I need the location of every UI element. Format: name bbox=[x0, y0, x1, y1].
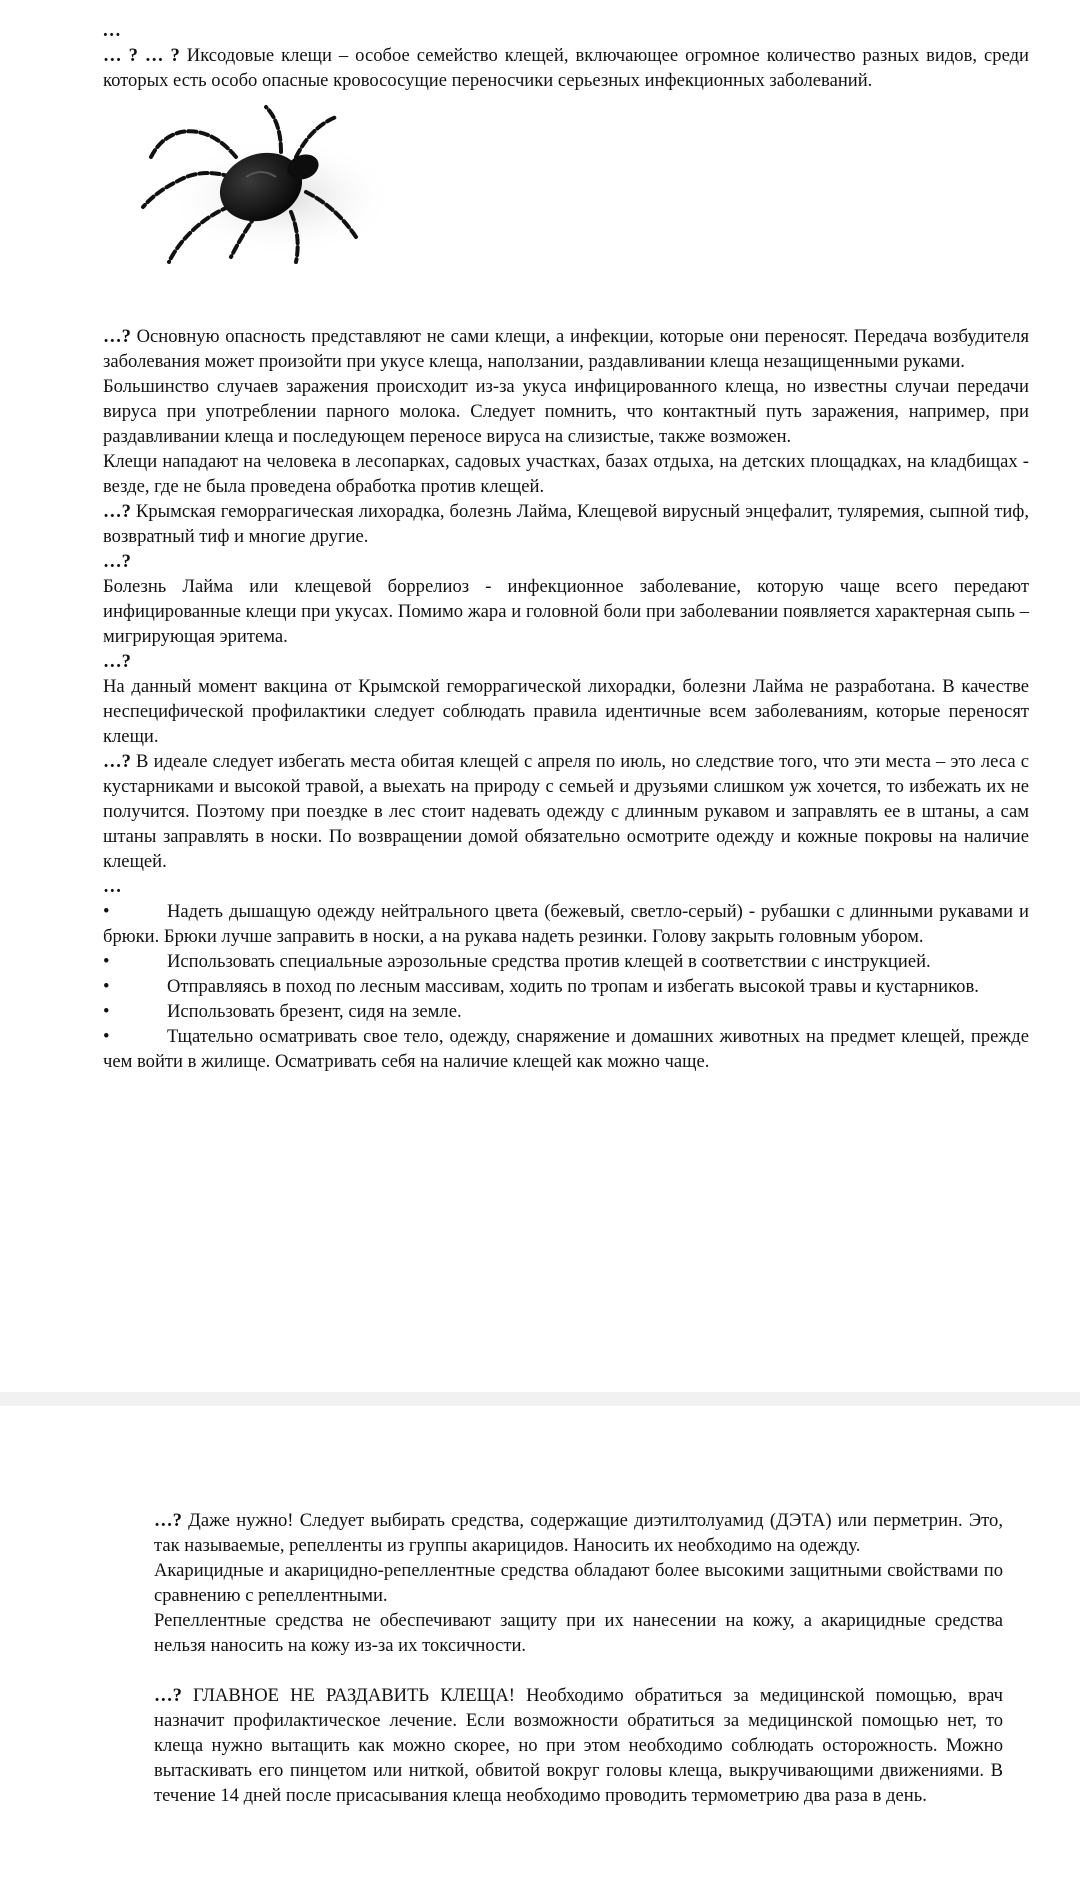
heading-lyme bbox=[103, 549, 1029, 574]
paragraph-repellents bbox=[154, 1508, 1003, 1558]
question-heading: … ? … ? bbox=[103, 45, 180, 66]
question-heading: … bbox=[103, 876, 122, 897]
list-item bbox=[103, 974, 1029, 999]
paragraph-skin: Репеллентные средства не обеспечивают защиту при их нанесении на кожу, а акарицидные средства нельзя наносить на кожу из-за их токсичности. bbox=[154, 1610, 1003, 1656]
paragraph-text: Иксодовые клещи – особое семейство клещей, включающее огромное количество разных видов, среди которых есть особо опасные кровососущие переносчики серьезных инфекционных заболеваний. bbox=[103, 45, 1029, 91]
paragraph-attached-tick bbox=[154, 1683, 1003, 1808]
list-item bbox=[103, 1024, 1029, 1074]
paragraph-diseases bbox=[103, 499, 1029, 549]
question-heading: …? bbox=[103, 651, 131, 672]
bullet-icon: • bbox=[103, 901, 110, 922]
bullet-icon: • bbox=[103, 976, 110, 997]
document-body-1 bbox=[103, 18, 1029, 1074]
bullet-icon: • bbox=[103, 1001, 110, 1022]
question-heading: …? bbox=[103, 501, 131, 522]
paragraph-text: В идеале следует избегать места обитая клещей с апреля по июль, но следствие того, что эти места – это леса с кустарниками и высокой травой, а выехать на природу с семьей и друзьями слишком уж хочется, то избежать их не получится. Поэтому при поездке в лес стоит надевать одежду с длинным рукавом и заправлять ее в штаны, а сам штаны заправлять в носки. По возвращении домой обязательно осмотрите одежду и кожные покровы на наличие клещей. bbox=[103, 751, 1029, 872]
question-heading: …? bbox=[154, 1510, 182, 1531]
list-item bbox=[103, 899, 1029, 949]
paragraph-infection: Большинство случаев заражения происходит из-за укуса инфицированного клеща, но известны случаи передачи вируса при употреблении парного молока. Следует помнить, что контактный путь заражения, например, при раздавливании клеща и последующем переносе вируса на слизистые, также возможен. bbox=[103, 376, 1029, 447]
heading-measures bbox=[103, 874, 1029, 899]
paragraph-acaricides: Акарицидные и акарицидно-репеллентные средства обладают более высокими защитными свойствами по сравнению с репеллентными. bbox=[154, 1560, 1003, 1606]
list-item bbox=[103, 999, 1029, 1024]
paragraph-danger bbox=[103, 324, 1029, 374]
doc-title: … bbox=[103, 20, 122, 41]
paragraph-text: Даже нужно! Следует выбирать средства, содержащие диэтилтолуамид (ДЭТА) или перметрин. Это, так называемые, репелленты из группы акарицидов. Наносить их необходимо на одежду. bbox=[154, 1510, 1003, 1556]
list-item-text: Надеть дышащую одежду нейтрального цвета (бежевый, светло-серый) - рубашки с длинными рукавами и брюки. Брюки лучше заправить в носки, а на рукава надеть резинки. Голову закрыть головным убором. bbox=[103, 901, 1029, 947]
list-item-text: Использовать брезент, сидя на земле. bbox=[167, 1001, 462, 1022]
paragraph-text: Крымская геморрагическая лихорадка, болезнь Лайма, Клещевой вирусный энцефалит, туляремия, сыпной тиф, возвратный тиф и многие другие. bbox=[103, 501, 1029, 547]
bullet-icon: • bbox=[103, 1026, 110, 1047]
paragraph-lyme: Болезнь Лайма или клещевой боррелиоз - инфекционное заболевание, которую чаще всего передают инфицированные клещи при укусах. Помимо жара и головной боли при заболевании появляется характерная сыпь – мигрирующая эритема. bbox=[103, 576, 1029, 647]
paragraph-prevention bbox=[103, 749, 1029, 874]
heading-vaccine bbox=[103, 649, 1029, 674]
paragraph-places: Клещи нападают на человека в лесопарках, садовых участках, базах отдыха, на детских площадках, на кладбищах - везде, где не была проведена обработка против клещей. bbox=[103, 451, 1029, 497]
list-item-text: Отправляясь в поход по лесным массивам, ходить по тропам и избегать высокой травы и кустарников. bbox=[167, 976, 979, 997]
paragraph-intro bbox=[103, 43, 1029, 93]
list-item-text: Использовать специальные аэрозольные средства против клещей в соответствии с инструкцией. bbox=[167, 951, 931, 972]
list-item-text: Тщательно осматривать свое тело, одежду, снаряжение и домашних животных на предмет клещей, прежде чем войти в жилище. Осматривать себя на наличие клещей как можно чаще. bbox=[103, 1026, 1029, 1072]
bullet-icon: • bbox=[103, 951, 110, 972]
paragraph-text: Основную опасность представляют не сами клещи, а инфекции, которые они переносят. Передача возбудителя заболевания может произойти при укусе клеща, наползании, раздавливании клеща незащищенными руками. bbox=[103, 326, 1029, 372]
document-body-2 bbox=[154, 1508, 1003, 1808]
question-heading: …? bbox=[103, 326, 131, 347]
list-item bbox=[103, 949, 1029, 974]
question-heading: …? bbox=[103, 551, 131, 572]
paragraph-text: ГЛАВНОЕ НЕ РАЗДАВИТЬ КЛЕЩА! Необходимо обратиться за медицинской помощью, врач назначит профилактическое лечение. Если возможности обратиться за медицинской помощью нет, то клеща нужно вытащить как можно скорее, но при этом необходимо соблюдать осторожность. Можно вытаскивать его пинцетом или ниткой, обвитой вокруг головы клеща, выкручивающими движениями. В течение 14 дней после присасывания клеща необходимо проводить термометрию два раза в день. bbox=[154, 1685, 1003, 1806]
question-heading: …? bbox=[103, 751, 131, 772]
question-heading: …? bbox=[154, 1685, 182, 1706]
paragraph-vaccine: На данный момент вакцина от Крымской геморрагической лихорадки, болезни Лайма не разработана. В качестве неспецифической профилактики следует соблюдать правила идентичные всем заболеваниям, которые переносят клещи. bbox=[103, 676, 1029, 747]
page-separator bbox=[0, 1392, 1080, 1406]
tick-illustration bbox=[131, 97, 401, 267]
page-2 bbox=[0, 1406, 1080, 1898]
